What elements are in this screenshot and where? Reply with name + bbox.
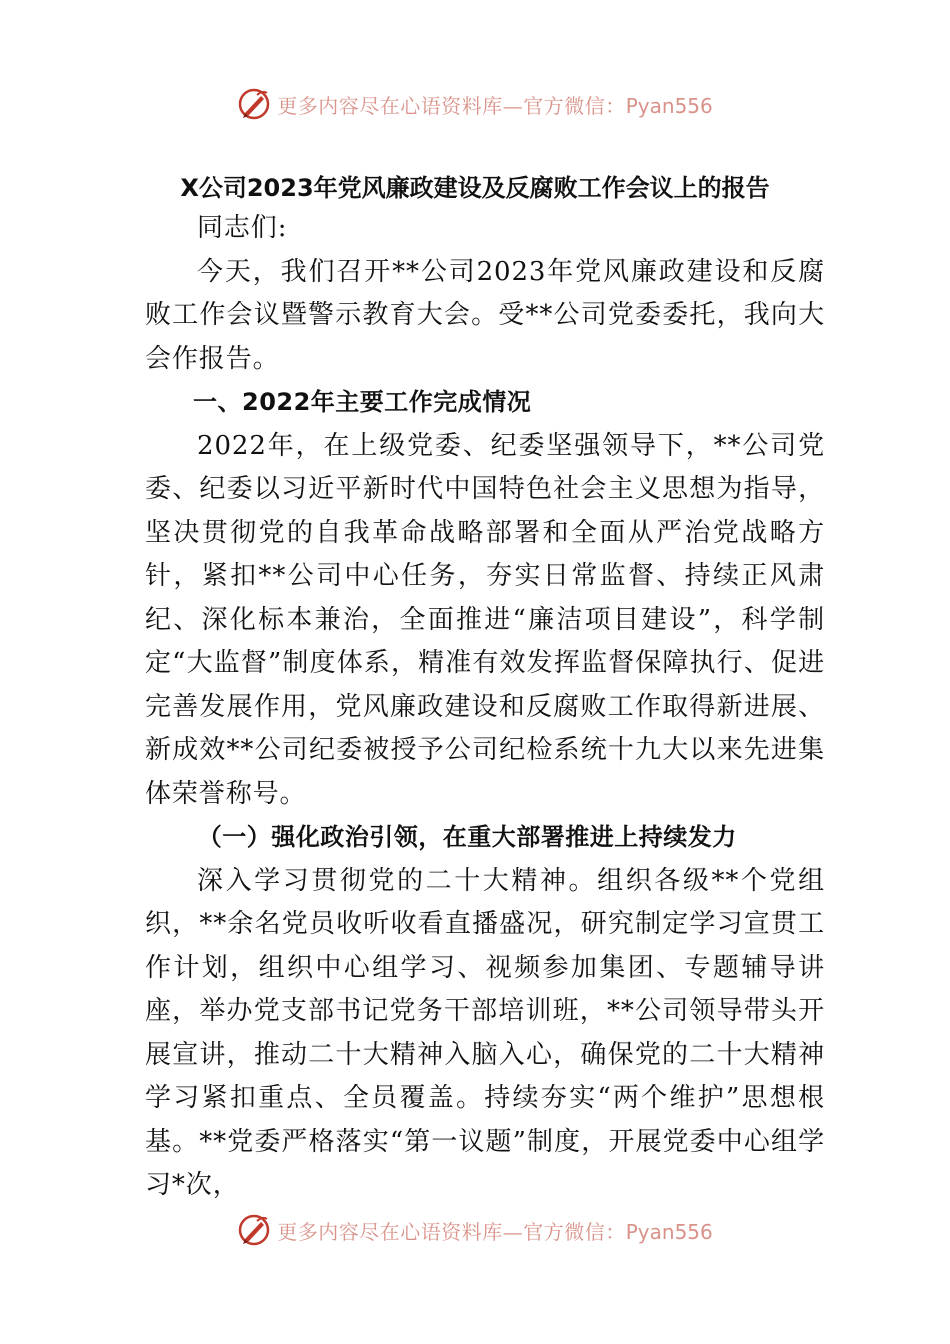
watermark-header [0,84,950,124]
watermark-text: 更多内容尽在心语资料库—官方微信：Pyan556 [277,93,713,118]
subsection-heading: （一）强化政治引领，在重大部署推进上持续发力 [197,823,737,851]
document-title: X公司2023年党风廉政建设及反腐败工作会议上的报告 [180,174,770,202]
salutation: 同志们: [197,213,288,243]
pen-logo-icon [237,87,271,121]
subsection-paragraph: 深入学习贯彻党的二十大精神。组织各级**个党组织，**余名党员收听收看直播盛况，研究制定学习宣贯工作计划，组织中心组学习、视频参加集团、专题辅导讲座，举办党支部书记党务干部培训班，**公司领导带头开展宣讲，推动二十大精神入脑入心，确保党的二十大精神学习紧扣重点、全员覆盖。持续夯实“两个维护”思想根基。**党委严格落实“第一议题”制度，开展党委中心组学习*次， [145,865,825,1200]
intro-paragraph: 今天，我们召开**公司2023年党风廉政建设和反腐败工作会议暨警示教育大会。受**公司党委委托，我向大会作报告。 [145,256,825,374]
pen-logo-icon [237,1213,271,1247]
document-body [145,207,825,1208]
section-paragraph: 2022年，在上级党委、纪委坚强领导下，**公司党委、纪委以习近平新时代中国特色社会主义思想为指导，坚决贯彻党的自我革命战略部署和全面从严治党战略方针，紧扣**公司中心任务，夯实日常监督、持续正风肃纪、深化标本兼治，全面推进“廉洁项目建设”，科学制定“大监督”制度体系，精准有效发挥监督保障执行、促进完善发展作用，党风廉政建设和反腐败工作取得新进展、新成效**公司纪委被授予公司纪检系统十九大以来先进集体荣誉称号。 [145,430,825,809]
watermark-footer [0,1210,950,1250]
section-heading: 一、2022年主要工作完成情况 [193,388,532,416]
watermark-text: 更多内容尽在心语资料库—官方微信：Pyan556 [277,1219,713,1244]
